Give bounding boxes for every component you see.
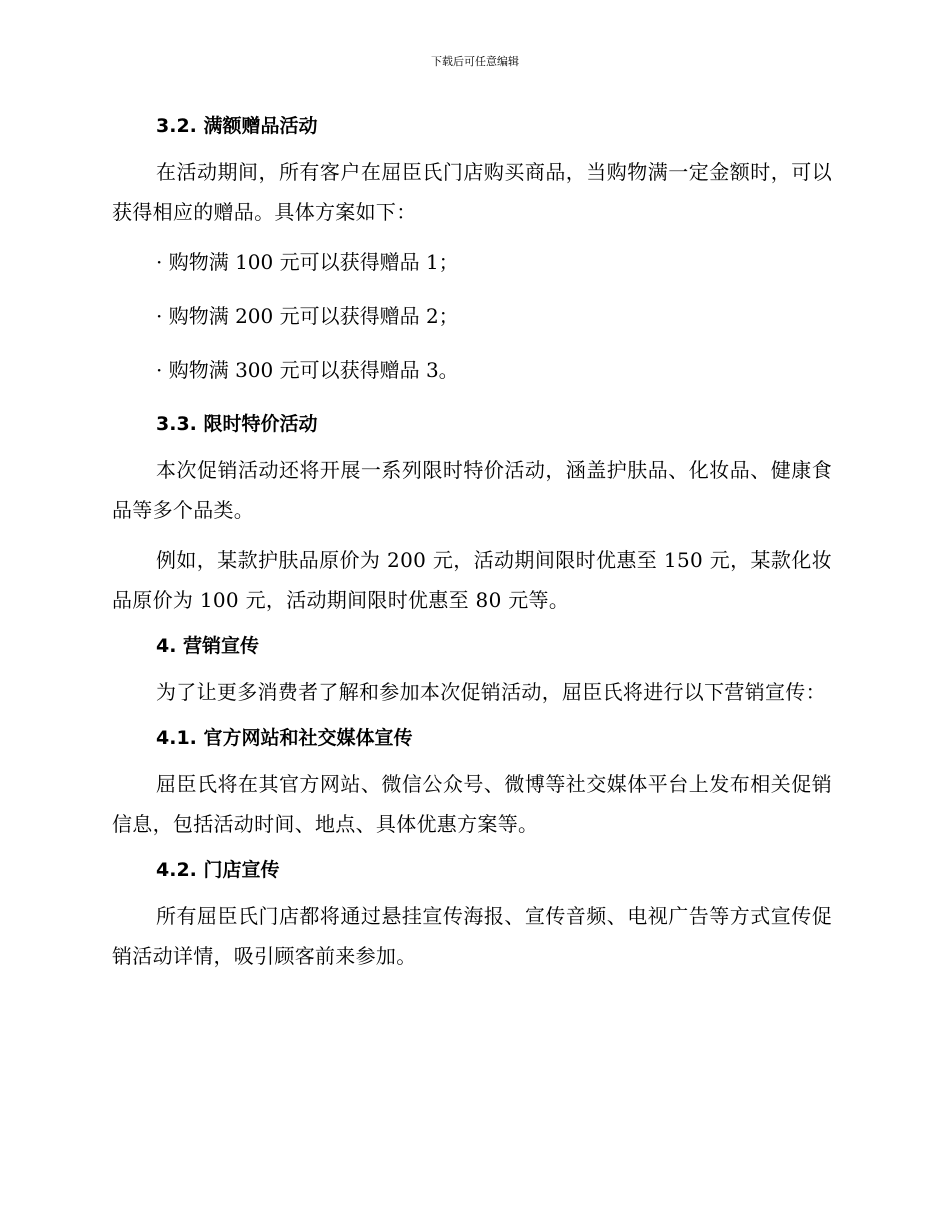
section-4-2-body: 所有屈臣氏门店都将通过悬挂宣传海报、宣传音频、电视广告等方式宣传促销活动详情，吸引顾客前来参加。 bbox=[112, 904, 832, 968]
section-3-3-para-1: 本次促销活动还将开展一系列限时特价活动，涵盖护肤品、化妆品、健康食品等多个品类。 bbox=[112, 458, 832, 522]
section-heading-3-3: 3.3. 限时特价活动 bbox=[156, 413, 318, 435]
section-3-3-para-2: 例如，某款护肤品原价为 200 元，活动期间限时优惠至 150 元，某款化妆品原价为 100 元，活动期间限时优惠至 80 元等。 bbox=[112, 548, 832, 612]
bullet-item: · 购物满 100 元可以获得赠品 1； bbox=[156, 250, 459, 274]
bullet-item: · 购物满 200 元可以获得赠品 2； bbox=[156, 304, 459, 328]
section-3-2-intro: 在活动期间，所有客户在屈臣氏门店购买商品，当购物满一定金额时，可以获得相应的赠品。具体方案如下： bbox=[112, 160, 832, 224]
section-4-1-body: 屈臣氏将在其官方网站、微信公众号、微博等社交媒体平台上发布相关促销信息，包括活动时间、地点、具体优惠方案等。 bbox=[112, 772, 832, 836]
document-body bbox=[112, 110, 832, 976]
section-4-intro: 为了让更多消费者了解和参加本次促销活动，屈臣氏将进行以下营销宣传： bbox=[156, 680, 826, 704]
section-heading-3-2: 3.2. 满额赠品活动 bbox=[156, 115, 318, 137]
section-heading-4: 4. 营销宣传 bbox=[156, 635, 260, 657]
bullet-item: · 购物满 300 元可以获得赠品 3。 bbox=[156, 358, 459, 382]
section-heading-4-1: 4.1. 官方网站和社交媒体宣传 bbox=[156, 727, 413, 749]
page-header: 下载后可任意编辑 bbox=[431, 55, 519, 68]
section-heading-4-2: 4.2. 门店宣传 bbox=[156, 859, 280, 881]
